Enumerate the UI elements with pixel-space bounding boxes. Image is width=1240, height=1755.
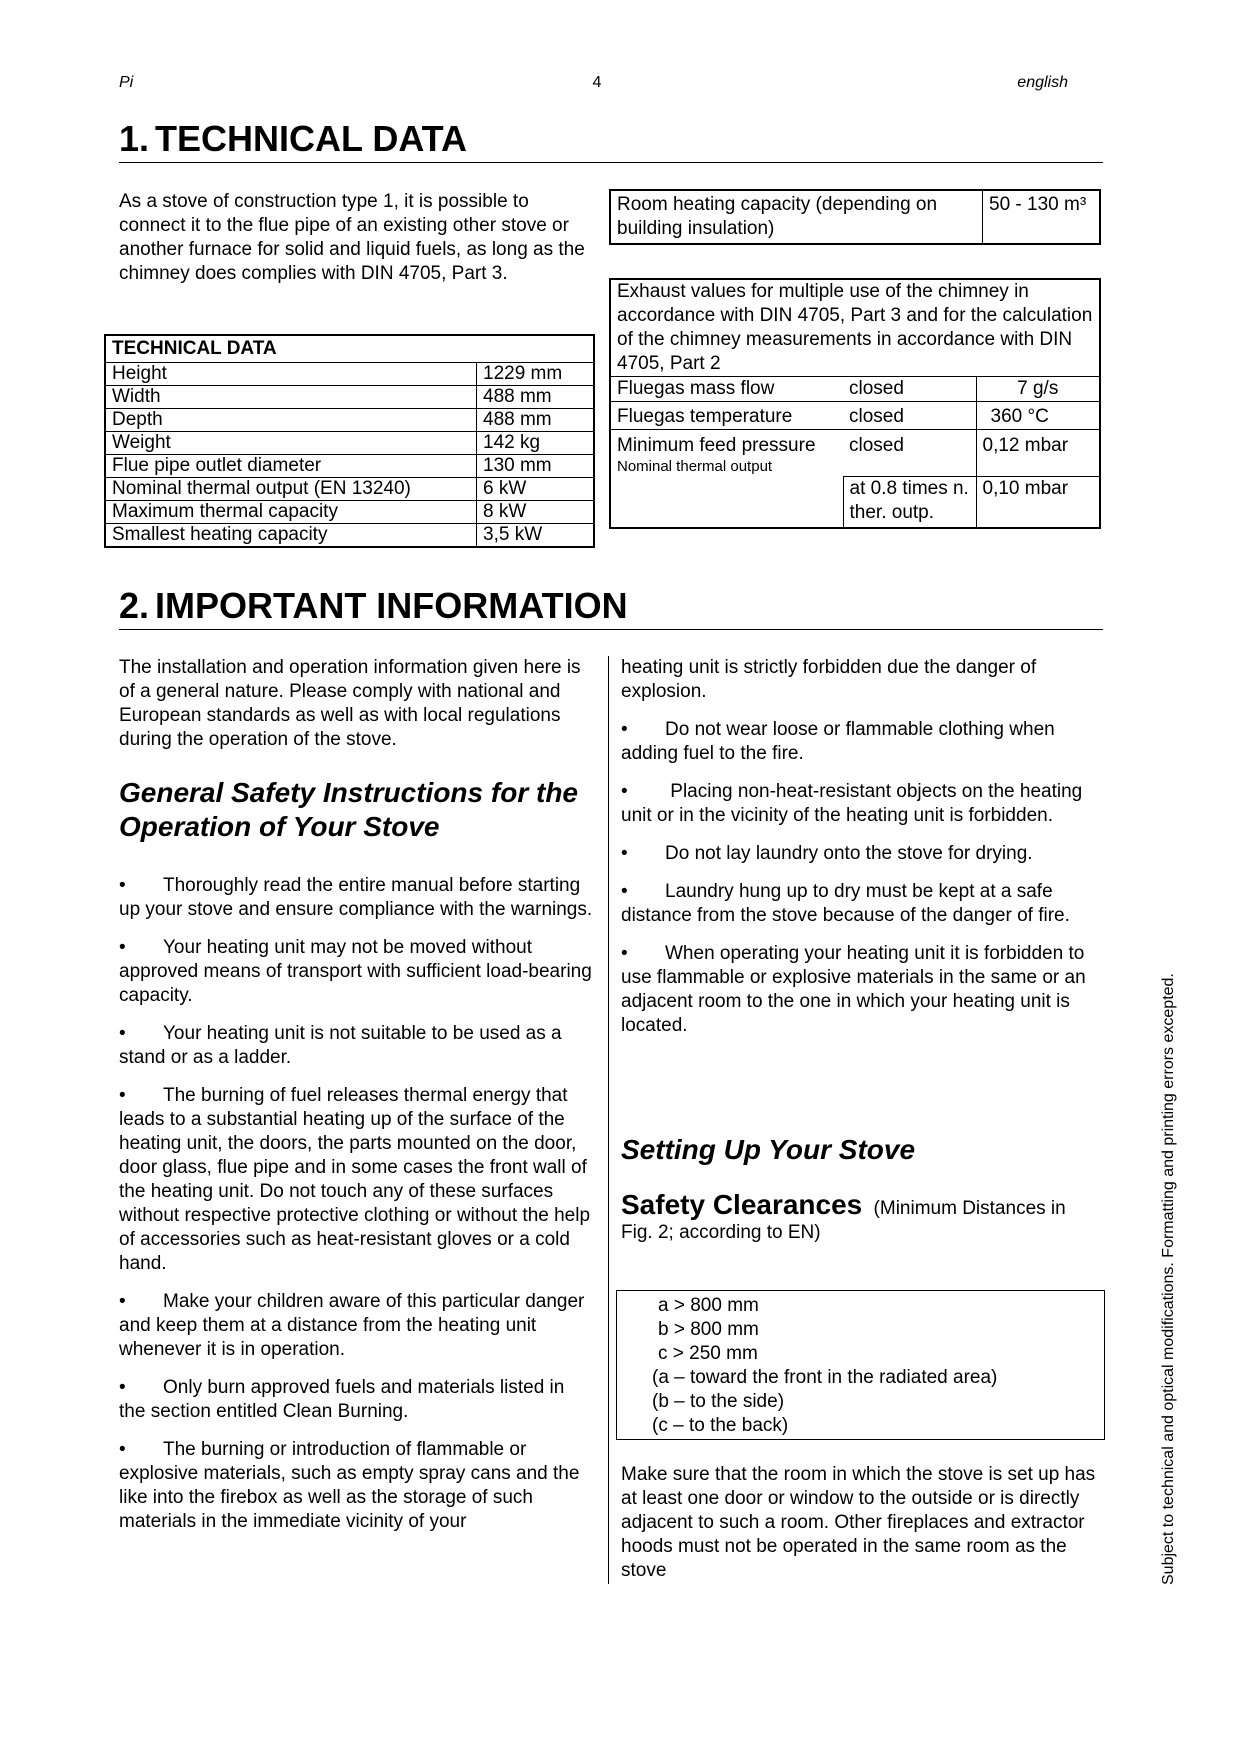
column-divider xyxy=(608,656,609,1584)
table-row xyxy=(610,476,1100,528)
row-label: Smallest heating capacity xyxy=(105,524,477,548)
safety-bullet xyxy=(119,1438,595,1534)
safety-bullet xyxy=(119,936,595,1008)
safety-heading: General Safety Instructions for the Operation of Your Stove xyxy=(119,777,578,842)
safety-bullet xyxy=(119,874,595,922)
exhaust-condition: at 0.8 times n. ther. outp. xyxy=(843,476,976,528)
exhaust-condition: closed xyxy=(843,402,976,430)
exhaust-values-table xyxy=(609,278,1101,529)
bullet-text: Do not lay laundry onto the stove for drying. xyxy=(665,843,1033,864)
table-row xyxy=(105,455,594,478)
exhaust-label: Fluegas mass flow xyxy=(610,377,843,402)
clearance-item: b > 800 mm xyxy=(658,1319,759,1340)
safety-bullet xyxy=(119,1022,595,1070)
technical-data-table xyxy=(104,334,595,548)
capacity-value: 50 - 130 m³ xyxy=(983,190,1101,244)
bullet-dot: • xyxy=(621,719,628,740)
table-row xyxy=(610,430,1100,477)
exhaust-label-cell xyxy=(610,430,843,477)
bullet-dot: • xyxy=(621,881,628,902)
bullet-text: Make your children aware of this particular danger and keep them at a distance from the heating unit whenever it is in operation. xyxy=(119,1291,585,1360)
bullet-text: Thoroughly read the entire manual before starting up your stove and ensure compliance with the warnings. xyxy=(119,875,593,920)
safety-bullet xyxy=(621,942,1099,1038)
header-left: Pi xyxy=(119,74,134,91)
table-row xyxy=(105,524,594,548)
continuation-text: heating unit is strictly forbidden due the danger of explosion. xyxy=(621,657,1037,702)
bullet-text: Do not wear loose or flammable clothing when adding fuel to the fire. xyxy=(621,719,1055,764)
table-row xyxy=(610,377,1100,402)
safety-bullet xyxy=(621,880,1099,928)
room-requirement-text: Make sure that the room in which the stove is set up has at least one door or window to the outside or is directly adjacent to such a room. Other fireplaces and extractor hoods must not be operated in the same room as the stove xyxy=(621,1464,1096,1581)
clearances-heading: Safety Clearances xyxy=(621,1189,863,1220)
safety-bullet xyxy=(621,780,1099,828)
bullet-text: Only burn approved fuels and materials listed in the section entitled Clean Burning. xyxy=(119,1377,565,1422)
bullet-text: When operating your heating unit it is forbidden to use flammable or explosive materials in the same or an adjacent room to the one in which your heating unit is located. xyxy=(621,943,1086,1036)
exhaust-label: Fluegas temperature xyxy=(610,402,843,430)
row-label: Depth xyxy=(105,409,477,432)
bullet-dot: • xyxy=(119,937,126,958)
row-value: 3,5 kW xyxy=(477,524,595,548)
row-value: 130 mm xyxy=(477,455,595,478)
bullet-dot: • xyxy=(119,1377,126,1398)
row-value: 488 mm xyxy=(477,386,595,409)
section-2-title xyxy=(119,585,1103,630)
exhaust-value: 360 °C xyxy=(976,402,1100,430)
header-language: english xyxy=(1017,74,1068,91)
exhaust-sublabel: Nominal thermal output xyxy=(617,458,773,475)
left-column xyxy=(119,656,595,1534)
side-note: Subject to technical and optical modifications. Formatting and printing errors excepted. xyxy=(1160,973,1177,1585)
bullet-text: The burning of fuel releases thermal energy that leads to a substantial heating up of the surface of the heating unit, the doors, the parts mounted on the door, door glass, flue pipe and in some cases the front wall of the heating unit. Do not touch any of these surfaces without respective protective clothing or without the help of accessories such as heat-resistant gloves or a cold hand. xyxy=(119,1085,591,1274)
room-heating-capacity-table xyxy=(609,189,1101,245)
row-label: Nominal thermal output (EN 13240) xyxy=(105,478,477,501)
exhaust-label: Minimum feed pressure xyxy=(617,435,816,456)
bullet-dot: • xyxy=(119,1291,126,1312)
table-row xyxy=(105,386,594,409)
section-1-heading: TECHNICAL DATA xyxy=(155,118,467,159)
clearances-note: (Minimum Distances in Fig. 2; according to EN) xyxy=(621,1198,1066,1243)
clearance-item: c > 250 mm xyxy=(658,1343,758,1364)
exhaust-value: 0,12 mbar xyxy=(976,430,1100,477)
clearance-item: (b – to the side) xyxy=(652,1391,785,1412)
row-label: Maximum thermal capacity xyxy=(105,501,477,524)
section-1-intro: As a stove of construction type 1, it is possible to connect it to the flue pipe of an existing other stove or another furnace for solid and liquid fuels, as long as the chimney does complies with DIN 4705, Part 3. xyxy=(119,191,585,284)
bullet-text: Placing non-heat-resistant objects on the heating unit or in the vicinity of the heating unit is forbidden. xyxy=(621,781,1083,826)
row-label: Weight xyxy=(105,432,477,455)
table-row xyxy=(105,432,594,455)
capacity-label: Room heating capacity (depending on building insulation) xyxy=(610,190,983,244)
clearance-item: (a – toward the front in the radiated area) xyxy=(652,1367,998,1388)
safety-bullet xyxy=(119,1290,595,1362)
clearances-block xyxy=(621,1189,1099,1245)
safety-bullet xyxy=(119,1084,595,1276)
bullet-dot: • xyxy=(621,943,628,964)
exhaust-heading: Exhaust values for multiple use of the chimney in accordance with DIN 4705, Part 3 and for the calculation of the chimney measurements in accordance with DIN 4705, Part 2 xyxy=(617,281,1093,374)
row-label: Width xyxy=(105,386,477,409)
row-value: 1229 mm xyxy=(477,363,595,386)
bullet-dot: • xyxy=(621,781,628,802)
clearances-box xyxy=(616,1290,1105,1440)
section-2-number: 2. xyxy=(119,585,150,626)
technical-data-heading: TECHNICAL DATA xyxy=(105,335,594,363)
table-row xyxy=(105,501,594,524)
section-2-intro: The installation and operation information given here is of a general nature. Please comply with national and European standards as well as with local regulations during the operation of the stove. xyxy=(119,657,581,750)
section-1-title xyxy=(119,118,1103,163)
right-column xyxy=(621,656,1099,1038)
row-value: 8 kW xyxy=(477,501,595,524)
bullet-text: Your heating unit is not suitable to be used as a stand or as a ladder. xyxy=(119,1023,562,1068)
exhaust-value: 7 g/s xyxy=(976,377,1100,402)
row-label: Height xyxy=(105,363,477,386)
exhaust-condition: closed xyxy=(843,430,976,477)
bullet-text: Laundry hung up to dry must be kept at a safe distance from the stove because of the danger of fire. xyxy=(621,881,1070,926)
table-row xyxy=(105,363,594,386)
bullet-dot: • xyxy=(119,1439,126,1460)
bullet-dot: • xyxy=(119,1023,126,1044)
exhaust-value: 0,10 mbar xyxy=(976,476,1100,528)
bullet-text: The burning or introduction of flammable or explosive materials, such as empty spray cans and the like into the firebox as well as the storage of such materials in the immediate vicinity of your xyxy=(119,1439,580,1532)
row-value: 142 kg xyxy=(477,432,595,455)
bullet-text: Your heating unit may not be moved without approved means of transport with sufficient load-bearing capacity. xyxy=(119,937,592,1006)
clearance-item: a > 800 mm xyxy=(658,1295,759,1316)
row-label: Flue pipe outlet diameter xyxy=(105,455,477,478)
table-row xyxy=(105,409,594,432)
exhaust-label xyxy=(610,476,843,528)
row-value: 6 kW xyxy=(477,478,595,501)
section-1-number: 1. xyxy=(119,118,150,159)
page-number: 4 xyxy=(592,74,602,91)
row-value: 488 mm xyxy=(477,409,595,432)
setup-heading: Setting Up Your Stove xyxy=(621,1134,916,1165)
bullet-dot: • xyxy=(119,875,126,896)
table-row xyxy=(105,478,594,501)
safety-bullet xyxy=(119,1376,595,1424)
table-row xyxy=(610,402,1100,430)
bullet-dot: • xyxy=(119,1085,126,1106)
bullet-dot: • xyxy=(621,843,628,864)
safety-bullet xyxy=(621,842,1099,866)
clearance-item: (c – to the back) xyxy=(652,1415,789,1436)
safety-bullet xyxy=(621,718,1099,766)
section-2-heading: IMPORTANT INFORMATION xyxy=(155,585,628,626)
exhaust-condition: closed xyxy=(843,377,976,402)
